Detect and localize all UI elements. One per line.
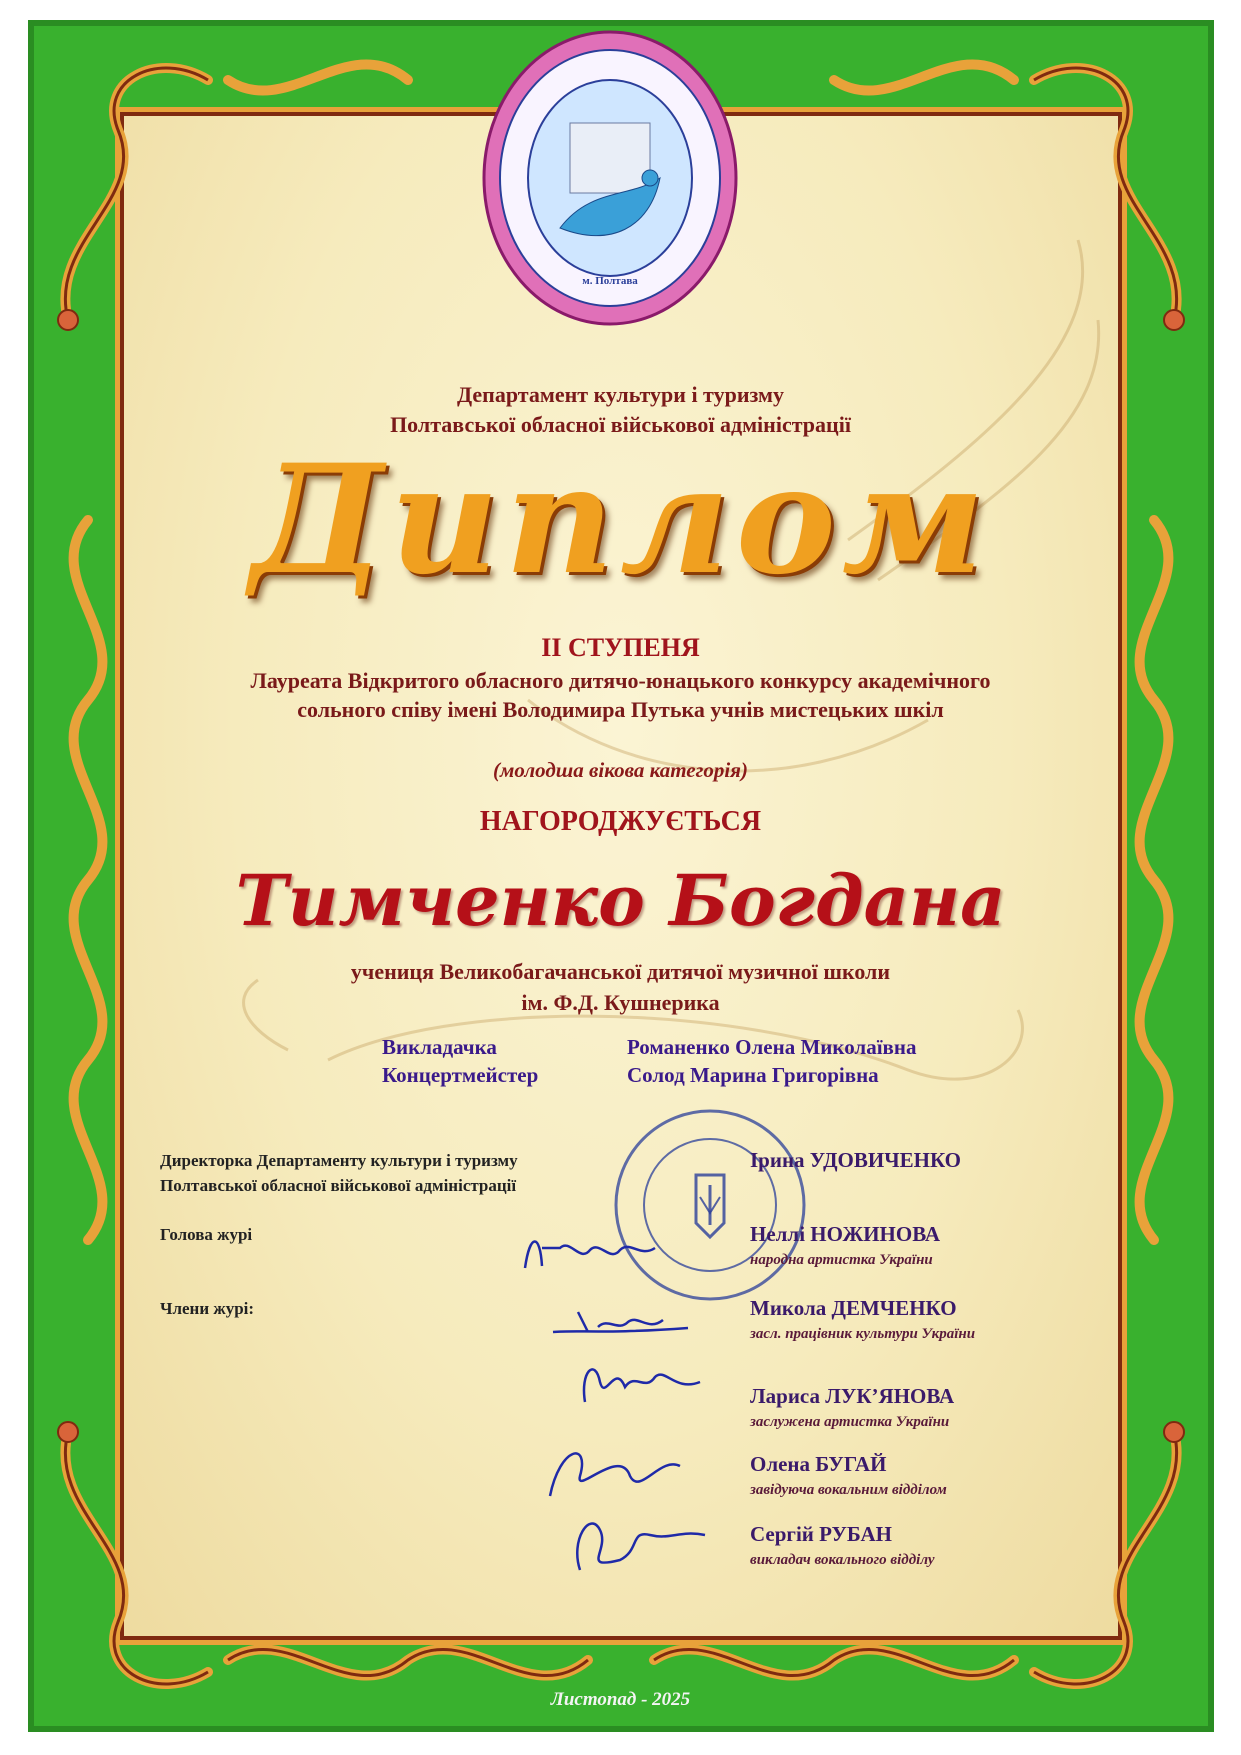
signature-jury-member-2 <box>575 1352 705 1412</box>
director-name: Ірина УДОВИЧЕНКО <box>750 1148 962 1172</box>
staff-role-accompanist: Концертмейстер <box>382 1063 539 1087</box>
jury-head-name: Неллі НОЖИНОВА <box>750 1222 941 1246</box>
jury-member-name: Лариса ЛУК’ЯНОВА <box>750 1384 955 1408</box>
laureate-description <box>0 666 1241 724</box>
signature-jury-member-4 <box>560 1500 710 1580</box>
jury-member-title: засл. працівник культури України <box>750 1326 976 1342</box>
director-title <box>160 1148 518 1198</box>
recipient-school <box>0 956 1241 1018</box>
laureate-line2: сольного співу імені Володимира Путька учнів мистецьких шкіл <box>297 697 944 722</box>
jury-member-name: Сергій РУБАН <box>750 1522 892 1546</box>
director-title-line1: Директорка Департаменту культури і туризму <box>160 1151 518 1170</box>
signature-jury-member-1 <box>548 1302 698 1342</box>
staff-role-teacher: Викладачка <box>382 1035 497 1059</box>
jury-member-title: завідуюча вокальним відділом <box>750 1482 947 1498</box>
age-category: (молодша вікова категорія) <box>493 758 748 782</box>
department-line1: Департамент культури і туризму <box>456 382 785 407</box>
director-title-line2: Полтавської обласної військової адміністрації <box>160 1176 517 1195</box>
recipient-name: Тимченко Богдана <box>235 859 1006 942</box>
signature-jury-member-3 <box>540 1436 690 1506</box>
staff-name-teacher: Романенко Олена Миколаївна <box>627 1035 917 1059</box>
jury-member-name: Олена БУГАЙ <box>750 1452 887 1476</box>
jury-head-title: народна артистка України <box>750 1252 933 1268</box>
jury-member-title: викладач вокального відділу <box>750 1552 935 1568</box>
jury-members-label: Члени журі: <box>160 1299 255 1318</box>
jury-head-label: Голова журі <box>160 1225 253 1244</box>
degree-label: ІІ СТУПЕНЯ <box>541 633 700 662</box>
laureate-line1: Лауреата Відкритого обласного дитячо-юнацького конкурсу академічного <box>250 668 991 693</box>
school-line2: ім. Ф.Д. Кушнерика <box>521 990 720 1015</box>
diploma-title: Диплом <box>250 432 991 608</box>
issue-date: Листопад - 2025 <box>550 1689 691 1710</box>
department-line2: Полтавської обласної військової адміністрації <box>390 412 851 437</box>
awarded-label: НАГОРОДЖУЄТЬСЯ <box>479 806 762 837</box>
staff-name-accompanist: Солод Марина Григорівна <box>627 1063 879 1087</box>
emblem-city: м. Полтава <box>582 275 638 287</box>
signature-jury-head <box>520 1228 660 1278</box>
jury-member-title: заслужена артистка України <box>750 1414 950 1430</box>
jury-member-name: Микола ДЕМЧЕНКО <box>750 1296 957 1320</box>
school-line1: учениця Великобагачанської дитячої музичної школи <box>350 959 891 984</box>
